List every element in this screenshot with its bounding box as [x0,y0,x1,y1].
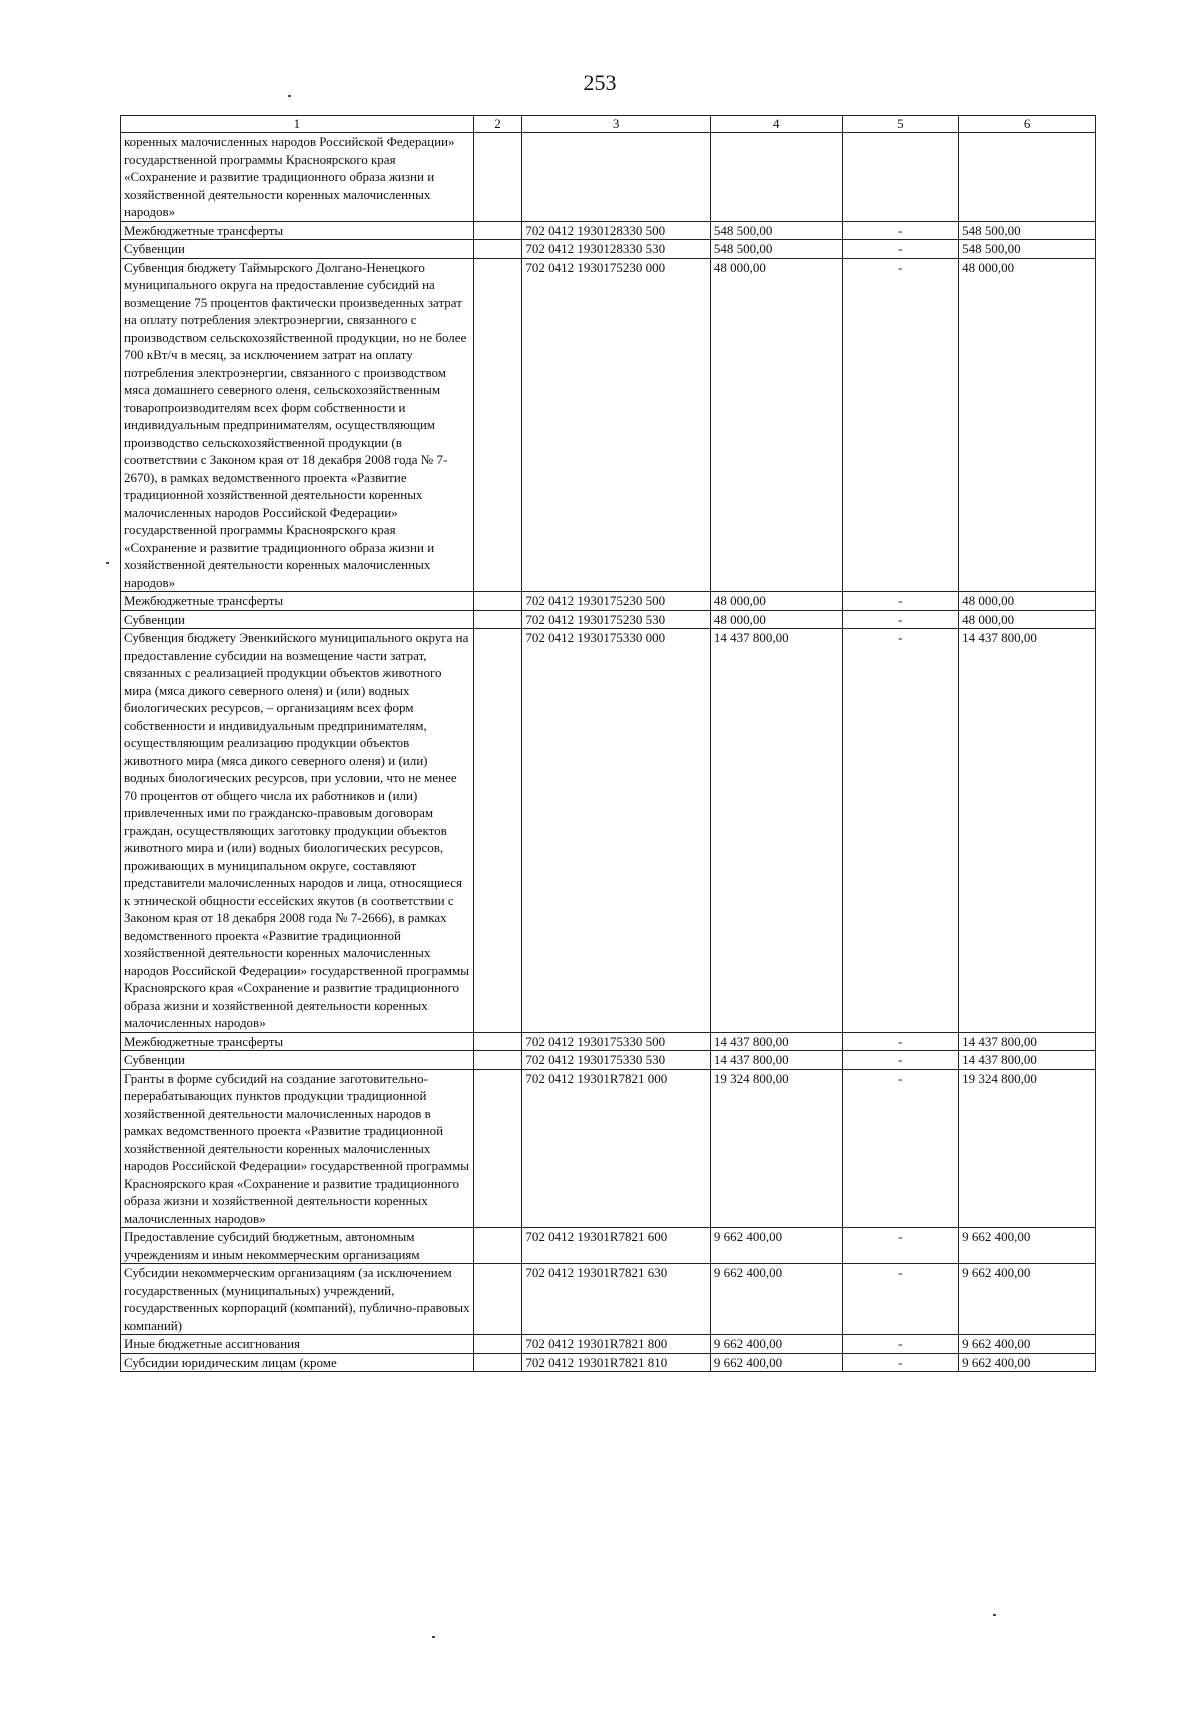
amount-cell: 19 324 800,00 [710,1069,842,1228]
row-col2-cell [473,1032,522,1051]
total-cell: 548 500,00 [959,240,1096,259]
column-header: 4 [710,116,842,133]
amount-cell: 548 500,00 [710,240,842,259]
table-row [121,592,1096,611]
amount-cell: 14 437 800,00 [710,1051,842,1070]
budget-code-cell: 702 0412 1930175230 500 [522,592,711,611]
row-name-cell: Субсидии некоммерческим организациям (за исключением государственных (муниципальных) учреждений, государственных корпораций (компаний), публично-правовых компаний) [121,1264,474,1335]
row-col2-cell [473,1069,522,1228]
budget-table [120,115,1096,1372]
row-col2-cell [473,1353,522,1372]
budget-code-cell: 702 0412 1930175230 530 [522,610,711,629]
row-col2-cell [473,258,522,592]
change-cell: - [842,1051,959,1070]
row-name-cell: Межбюджетные трансферты [121,221,474,240]
budget-code-cell: 702 0412 1930128330 530 [522,240,711,259]
change-cell: - [842,1228,959,1264]
row-col2-cell [473,133,522,222]
row-col2-cell [473,221,522,240]
amount-cell: 14 437 800,00 [710,629,842,1033]
total-cell: 548 500,00 [959,221,1096,240]
row-name-cell: Иные бюджетные ассигнования [121,1335,474,1354]
total-cell: 9 662 400,00 [959,1353,1096,1372]
table-row [121,1335,1096,1354]
total-cell: 48 000,00 [959,258,1096,592]
budget-code-cell: 702 0412 1930175330 500 [522,1032,711,1051]
row-col2-cell [473,629,522,1033]
budget-code-cell: 702 0412 19301R7821 000 [522,1069,711,1228]
amount-cell: 9 662 400,00 [710,1228,842,1264]
row-col2-cell [473,1335,522,1354]
page-number: 253 [583,70,617,95]
row-col2-cell [473,1051,522,1070]
total-cell: 48 000,00 [959,592,1096,611]
column-header: 2 [473,116,522,133]
amount-cell: 48 000,00 [710,592,842,611]
amount-cell: 9 662 400,00 [710,1264,842,1335]
budget-code-cell: 702 0412 19301R7821 810 [522,1353,711,1372]
total-cell: 48 000,00 [959,610,1096,629]
table-row [121,1032,1096,1051]
table-row [121,258,1096,592]
amount-cell [710,133,842,222]
total-cell: 14 437 800,00 [959,1051,1096,1070]
total-cell: 14 437 800,00 [959,1032,1096,1051]
header-row [121,116,1096,133]
budget-code-cell: 702 0412 1930175330 000 [522,629,711,1033]
row-name-cell: Субвенции [121,240,474,259]
row-col2-cell [473,592,522,611]
table-row [121,1051,1096,1070]
row-name-cell: коренных малочисленных народов Российской Федерации» государственной программы Красноярского края «Сохранение и развитие традиционного образа жизни и хозяйственной деятельности коренных малочисленных народов» [121,133,474,222]
scan-speck [106,562,109,564]
total-cell [959,133,1096,222]
total-cell: 9 662 400,00 [959,1335,1096,1354]
row-name-cell: Субвенции [121,610,474,629]
table-row [121,610,1096,629]
table-row [121,1264,1096,1335]
amount-cell: 14 437 800,00 [710,1032,842,1051]
change-cell: - [842,610,959,629]
change-cell: - [842,1032,959,1051]
change-cell: - [842,629,959,1033]
budget-code-cell: 702 0412 19301R7821 600 [522,1228,711,1264]
budget-code-cell: 702 0412 1930128330 500 [522,221,711,240]
budget-code-cell: 702 0412 19301R7821 630 [522,1264,711,1335]
column-header: 3 [522,116,711,133]
column-header: 6 [959,116,1096,133]
total-cell: 19 324 800,00 [959,1069,1096,1228]
change-cell: - [842,240,959,259]
change-cell: - [842,592,959,611]
change-cell: - [842,1353,959,1372]
amount-cell: 9 662 400,00 [710,1353,842,1372]
row-name-cell: Предоставление субсидий бюджетным, автономным учреждениям и иным некоммерческим организациям [121,1228,474,1264]
amount-cell: 48 000,00 [710,258,842,592]
change-cell: - [842,1335,959,1354]
row-name-cell: Субвенция бюджету Эвенкийского муниципального округа на предоставление субсидии на возмещение части затрат, связанных с реализацией продукции объектов животного мира (мяса дикого северного оленя) и (или) водных биологических ресурсов, – организациям всех форм собственности и индивидуальным предпринимателям, осуществляющим реализацию продукции объектов животного мира (мяса дикого северного оленя) и (или) водных биологических ресурсов, при условии, что не менее 70 процентов от общего числа их работников и (или) привлеченных ими по гражданско-правовым договорам граждан, осуществляющих заготовку продукции объектов животного мира и (или) водных биологических ресурсов, проживающих в муниципальном округе, составляют представители малочисленных народов и лица, относящиеся к этнической общности ессейских якутов (в соответствии с Законом края от 18 декабря 2008 года № 7-2666), в рамках ведомственного проекта «Развитие традиционной хозяйственной деятельности коренных малочисленных народов Российской Федерации» государственной программы Красноярского края «Сохранение и развитие традиционного образа жизни и хозяйственной деятельности коренных малочисленных народов» [121,629,474,1033]
row-name-cell: Субвенции [121,1051,474,1070]
row-name-cell: Межбюджетные трансферты [121,592,474,611]
budget-code-cell: 702 0412 19301R7821 800 [522,1335,711,1354]
scan-speck [993,1614,996,1616]
row-name-cell: Межбюджетные трансферты [121,1032,474,1051]
change-cell: - [842,1264,959,1335]
budget-code-cell: 702 0412 1930175330 530 [522,1051,711,1070]
table-row [121,1228,1096,1264]
scan-speck [288,95,291,97]
table-row [121,240,1096,259]
row-col2-cell [473,1264,522,1335]
row-col2-cell [473,1228,522,1264]
column-header: 1 [121,116,474,133]
change-cell: - [842,258,959,592]
table-row [121,629,1096,1033]
total-cell: 14 437 800,00 [959,629,1096,1033]
total-cell: 9 662 400,00 [959,1264,1096,1335]
table-row [121,133,1096,222]
scan-speck [432,1636,435,1638]
budget-code-cell: 702 0412 1930175230 000 [522,258,711,592]
table-row [121,1353,1096,1372]
total-cell: 9 662 400,00 [959,1228,1096,1264]
amount-cell: 48 000,00 [710,610,842,629]
change-cell: - [842,1069,959,1228]
table-row [121,221,1096,240]
row-name-cell: Субсидии юридическим лицам (кроме [121,1353,474,1372]
row-col2-cell [473,240,522,259]
column-header: 5 [842,116,959,133]
row-col2-cell [473,610,522,629]
table-row [121,1069,1096,1228]
change-cell [842,133,959,222]
row-name-cell: Субвенция бюджету Таймырского Долгано-Ненецкого муниципального округа на предоставление субсидий на возмещение 75 процентов фактически произведенных затрат на оплату потребления электроэнергии, связанного с производством сельскохозяйственной продукции, но не более 700 кВт/ч в месяц, за исключением затрат на оплату потребления электроэнергии, связанного с производством мяса домашнего северного оленя, сельскохозяйственным товаропроизводителям всех форм собственности и индивидуальным предпринимателям, осуществляющим производство сельскохозяйственной продукции (в соответствии с Законом края от 18 декабря 2008 года № 7-2670), в рамках ведомственного проекта «Развитие традиционной хозяйственной деятельности коренных малочисленных народов Российской Федерации» государственной программы Красноярского края «Сохранение и развитие традиционного образа жизни и хозяйственной деятельности коренных малочисленных народов» [121,258,474,592]
amount-cell: 9 662 400,00 [710,1335,842,1354]
budget-code-cell [522,133,711,222]
row-name-cell: Гранты в форме субсидий на создание заготовительно-перерабатывающих пунктов продукции традиционной хозяйственной деятельности малочисленных народов в рамках ведомственного проекта «Развитие традиционной хозяйственной деятельности коренных малочисленных народов Российской Федерации» государственной программы Красноярского края «Сохранение и развитие традиционного образа жизни и хозяйственной деятельности коренных малочисленных народов» [121,1069,474,1228]
amount-cell: 548 500,00 [710,221,842,240]
change-cell: - [842,221,959,240]
